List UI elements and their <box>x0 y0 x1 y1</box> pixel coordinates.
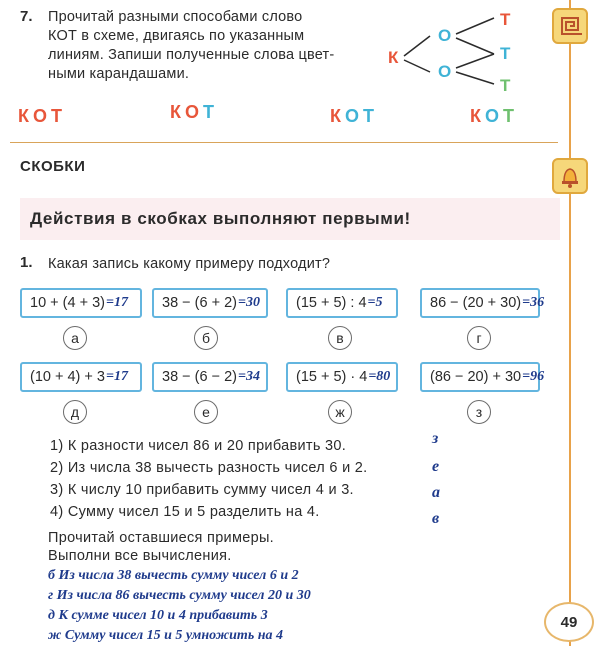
task-number: 1. <box>20 254 33 271</box>
handwritten-answer: а <box>432 484 440 501</box>
kot-word: КОТ <box>470 106 519 126</box>
handwritten-line: г Из числа 86 вычесть сумму чисел 20 и 30 <box>48 588 311 603</box>
scheme-letter: О <box>438 26 452 45</box>
letter-circle: е <box>194 400 218 424</box>
bell-icon <box>552 158 588 194</box>
letter-circle: д <box>63 400 87 424</box>
task-question: Какая запись какому примеру подходит? <box>48 256 331 272</box>
section-title: СКОБКИ <box>20 158 86 175</box>
statement: 4) Сумму чисел 15 и 5 разделить на 4. <box>50 504 320 520</box>
expression-box: 38 − (6 − 2) =34 <box>152 362 268 392</box>
handwritten-line: ж Сумму чисел 15 и 5 умножить на 4 <box>48 628 283 643</box>
letter-circle: в <box>328 326 352 350</box>
handwritten-answer: е <box>432 458 440 475</box>
expression-box: 10 + (4 + 3) =17 <box>20 288 142 318</box>
letter-circle: з <box>467 400 491 424</box>
kot-scheme <box>382 8 532 94</box>
section-divider <box>10 142 558 143</box>
handwritten-line: д К сумме чисел 10 и 4 прибавить 3 <box>48 608 268 623</box>
expression-box: (10 + 4) + 3 =17 <box>20 362 142 392</box>
kot-word: КОТ <box>18 106 67 126</box>
scheme-letter: Т <box>500 44 511 63</box>
handwritten-answer: в <box>432 510 440 527</box>
expression-box: (86 − 20) + 30 =96 <box>420 362 540 392</box>
letter-circle: б <box>194 326 218 350</box>
kot-word: КОТ <box>330 106 379 126</box>
spiral-icon <box>552 8 588 44</box>
expression-box: (15 + 5) : 4 =5 <box>286 288 398 318</box>
instruction: Прочитай оставшиеся примеры. <box>48 530 275 546</box>
task-number: 7. <box>20 8 33 25</box>
kot-word: КОТ <box>170 102 219 122</box>
page-number: 49 <box>544 602 594 642</box>
instruction: Выполни все вычисления. <box>48 548 232 564</box>
statement: 3) К числу 10 прибавить сумму чисел 4 и 3. <box>50 482 354 498</box>
expression-box: (15 + 5) · 4 =80 <box>286 362 398 392</box>
expression-box: 38 − (6 + 2) =30 <box>152 288 268 318</box>
letter-circle: а <box>63 326 87 350</box>
expression-box: 86 − (20 + 30) =36 <box>420 288 540 318</box>
scheme-letter: Т <box>500 10 511 29</box>
task-text: Прочитай разными способами слово КОТ в схеме, двигаясь по указанным линиям. Запиши полученные слова цвет- ными карандашами. <box>48 9 335 82</box>
scheme-letter: Т <box>500 76 511 95</box>
statement: 2) Из числа 38 вычесть разность чисел 6 и 2. <box>50 460 368 476</box>
scheme-letter: О <box>438 62 452 81</box>
statement: 1) К разности чисел 86 и 20 прибавить 30. <box>50 438 347 454</box>
letter-circle: г <box>467 326 491 350</box>
margin-line <box>569 0 571 646</box>
letter-circle: ж <box>328 400 352 424</box>
handwritten-answer: з <box>432 430 439 447</box>
scheme-letter: К <box>388 48 399 67</box>
kot-words-row <box>0 102 560 132</box>
rule-text: Действия в скобках выполняют первыми! <box>30 209 411 228</box>
handwritten-line: б Из числа 38 вычесть сумму чисел 6 и 2 <box>48 568 299 583</box>
